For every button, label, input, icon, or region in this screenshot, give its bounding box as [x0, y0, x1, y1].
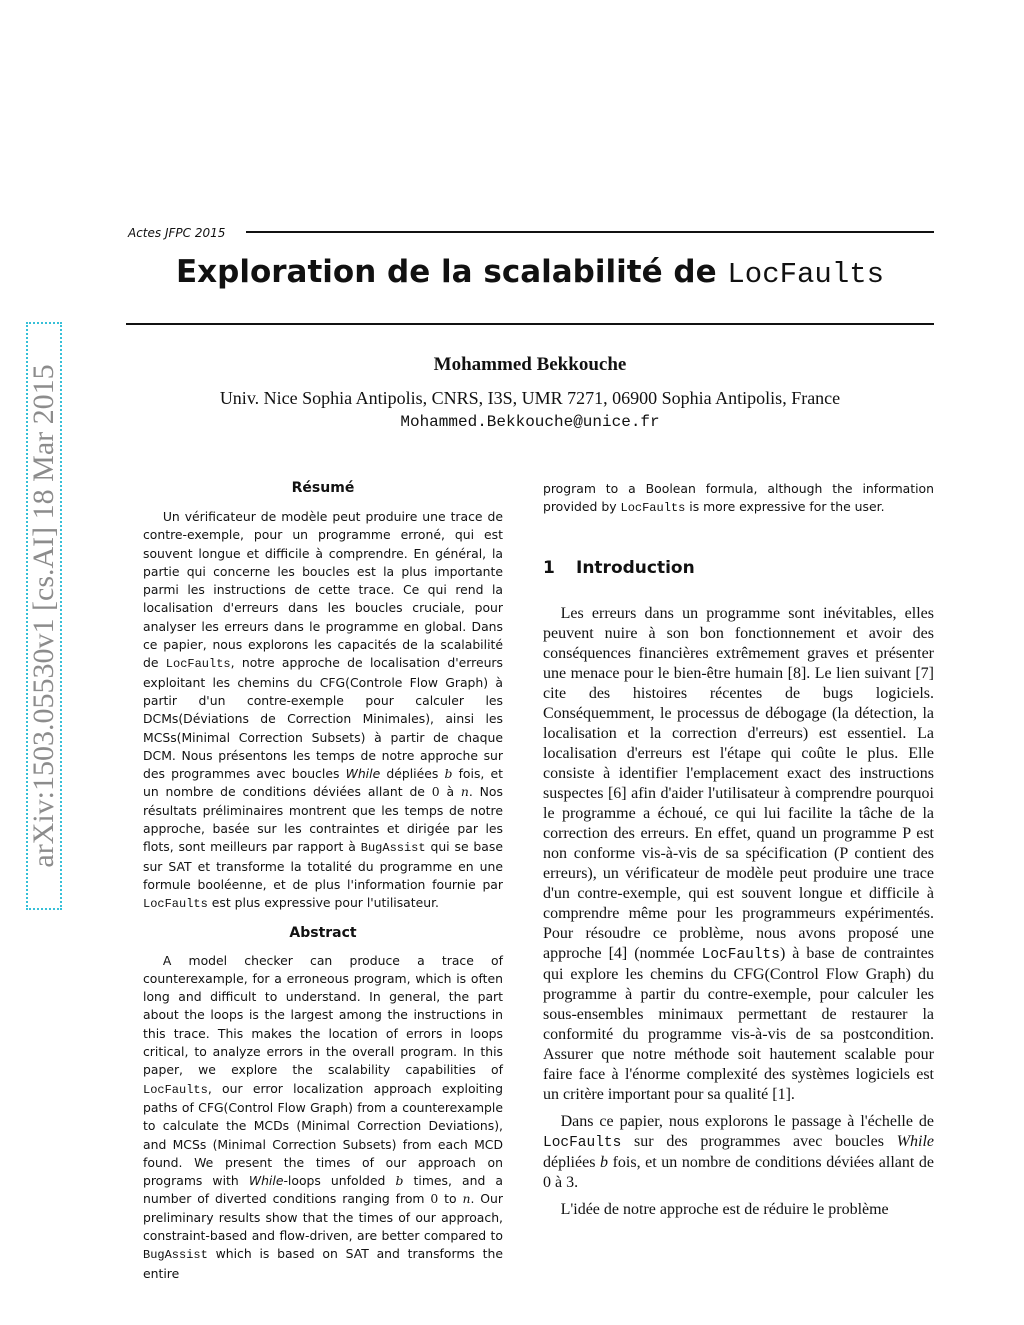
paragraph-text: fois, et un nombre de conditions déviées allant de 0 à 3. [543, 1153, 934, 1191]
paragraph-text: sur des programmes avec boucles [634, 1132, 884, 1150]
section-number: 1 [543, 557, 555, 578]
title-text: Exploration de la scalabilité de [175, 254, 717, 290]
intro-paragraph-2 [543, 1112, 934, 1193]
math-var: n [460, 784, 469, 800]
resume-heading: Résumé [291, 480, 355, 496]
resume-text: . Nos résultats préliminaires montrent que les temps de notre approche, basée sur les contraintes et dirigée par les flots, sont meilleurs par rapport à [143, 784, 503, 855]
abstract-text: , our error localization approach exploiting paths of CFG(Control Flow Graph) from a counterexample to calculate the MCDs (Minimal Correction Deviations), and MCSs (Minimal Correction Subsets) from each MCD found. We present the times of our approach on programs with [143, 1080, 503, 1189]
tool-name: BugAssist [360, 841, 426, 856]
abstract-text: to [444, 1191, 457, 1207]
while-keyword: While [248, 1173, 284, 1189]
math-num: 0 [431, 784, 440, 800]
paragraph-text: ) à base de contraintes qui explore les chemins du CFG(Control Flow Graph) du programme à partir du contre-exemple, pour calculer les sous-ensembles minimaux permettant de restaurer la conformité du programme vis-à-vis de sa postcondition. Assurer que notre méthode soit hautement scalable pour faire face à l'énorme complexité des systèmes logiciels est un critère important pour sa qualité [1]. [543, 944, 935, 1103]
tool-name: LocFaults [701, 946, 780, 963]
tool-name: BugAssist [143, 1248, 208, 1263]
abstract-text: program to a Boolean formula, although the information provided by [543, 481, 934, 515]
header-rule [246, 231, 934, 233]
author-name: Mohammed Bekkouche [433, 354, 627, 375]
resume-text: dépliées [386, 766, 439, 782]
arxiv-stamp: arXiv:1503.05530v1 [cs.AI] 18 Mar 2015 [27, 364, 60, 868]
abstract-text: A model checker can produce a trace of counterexample, for a erroneous program, which is often long and difficult to understand. In general, the part about the loops is the largest among the instructions in this trace. This makes the location of errors in loops critical, to analyze errors in the overall program. In this paper, we explore the scalability capabilities of [143, 952, 503, 1078]
math-num: 0 [430, 1191, 439, 1207]
abstract-heading: Abstract [289, 924, 357, 941]
tool-name: LocFaults [143, 897, 208, 912]
paragraph-text: Dans ce papier, nous explorons le passage à l'échelle de [560, 1112, 934, 1130]
tool-name: LocFaults [543, 1134, 622, 1151]
abstract-text: is more expressive for the user. [689, 499, 885, 515]
tool-name: LocFaults [620, 501, 686, 516]
math-var: b [395, 1173, 404, 1189]
tool-name: LocFaults [143, 1082, 208, 1097]
left-column [143, 480, 503, 1283]
intro-paragraph-3: L'idée de notre approche est de réduire le problème [560, 1200, 889, 1218]
resume-text: qui se base sur SAT et transforme la totalité du programme en une formule booléenne, et de plus l'information fournie par [143, 839, 503, 892]
resume-body [143, 508, 503, 914]
paper-title [126, 254, 934, 291]
abstract-text: which is based on SAT and transforms the entire [143, 1246, 503, 1281]
abstract-text: times, and a number of diverted conditions ranging from [143, 1173, 503, 1207]
resume-text: à [446, 784, 455, 800]
while-keyword: While [896, 1132, 934, 1150]
paragraph-text: Les erreurs dans un programme sont inévitables, elles peuvent nuire à son bon fonctionnement et avoir des conséquences financières extrêmement graves et présenter une menace pour le bien-être humain [8]. Le lien suivant [7] cite des histoires récentes de bugs logiciels. Conséquemment, le processus de débogage (la détection, la localisation et la correction d'erreurs) est essentiel. La localisation d'erreurs est l'étape qui coûte le plus. Elle consiste à identifier l'emplacement exact des instructions suspectes [6] afin d'aider l'utilisateur à comprendre pourquoi le programme a échoué, ce qui lui facilite la tâche de la correction des erreurs. En effet, quand un programme P est non conforme vis-à-vis de sa spécification (P contient des erreurs), un vérificateur de modèle peut produire une trace d'un contre-exemple, qui est souvent longue et difficile à comprendre même pour les programmeurs expérimentés. Pour résoudre ce problème, nous avons proposé une approche [4] (nommée [543, 604, 934, 962]
resume-text: est plus expressive pour l'utilisateur. [211, 895, 439, 911]
right-column [543, 480, 934, 1220]
resume-text: , notre approche de localisation d'erreurs exploitant les chemins du CFG(Controle Flow Graph) à partir d'un contre-exemple pour calculer les DCMs(Déviations de Correction Minimales), ainsi les MCSs(Minimal Correction Subsets) à partir de chaque DCM. Nous présentons les temps de notre approche sur des programmes avec boucles [143, 655, 503, 782]
abstract-text: . Our preliminary results show that the times of our approach, constraint-based and flow-driven, are better compared to [143, 1191, 503, 1243]
math-var: n [462, 1191, 471, 1207]
math-var: b [600, 1153, 608, 1171]
section-title: Introduction [576, 557, 695, 578]
tool-name: LocFaults [165, 657, 231, 672]
while-keyword: While [345, 766, 381, 782]
math-var: b [444, 766, 453, 782]
author-email: Mohammed.Bekkouche@unice.fr [400, 413, 660, 431]
paragraph-text: dépliées [543, 1153, 596, 1171]
resume-text: Un vérificateur de modèle peut produire une trace de contre-exemple, pour un programme erroné, qui est souvent longue et difficile à comprendre. En général, la partie qui concerne les boucles est la plus importante parmi les instructions de cette trace. Ce qui rend la localisation d'erreurs dans les boucles cruciale, pour analyser les erreurs dans le programme en global. Dans ce papier, nous explorons les capacités de la scalabilité de [143, 509, 503, 671]
abstract-text: -loops unfolded [283, 1173, 386, 1189]
venue-label: Actes JFPC 2015 [128, 226, 226, 240]
title-tool-name: LocFaults [727, 258, 885, 291]
abstract-continuation [543, 480, 934, 518]
affiliation: Univ. Nice Sophia Antipolis, CNRS, I3S, UMR 7271, 06900 Sophia Antipolis, France [219, 388, 841, 408]
abstract-body [143, 952, 503, 1283]
intro-paragraph-1 [543, 604, 934, 1105]
resume-text: fois, et un nombre de conditions déviées allant de [143, 766, 503, 800]
title-rule [126, 323, 934, 325]
section-heading-introduction [543, 558, 934, 578]
